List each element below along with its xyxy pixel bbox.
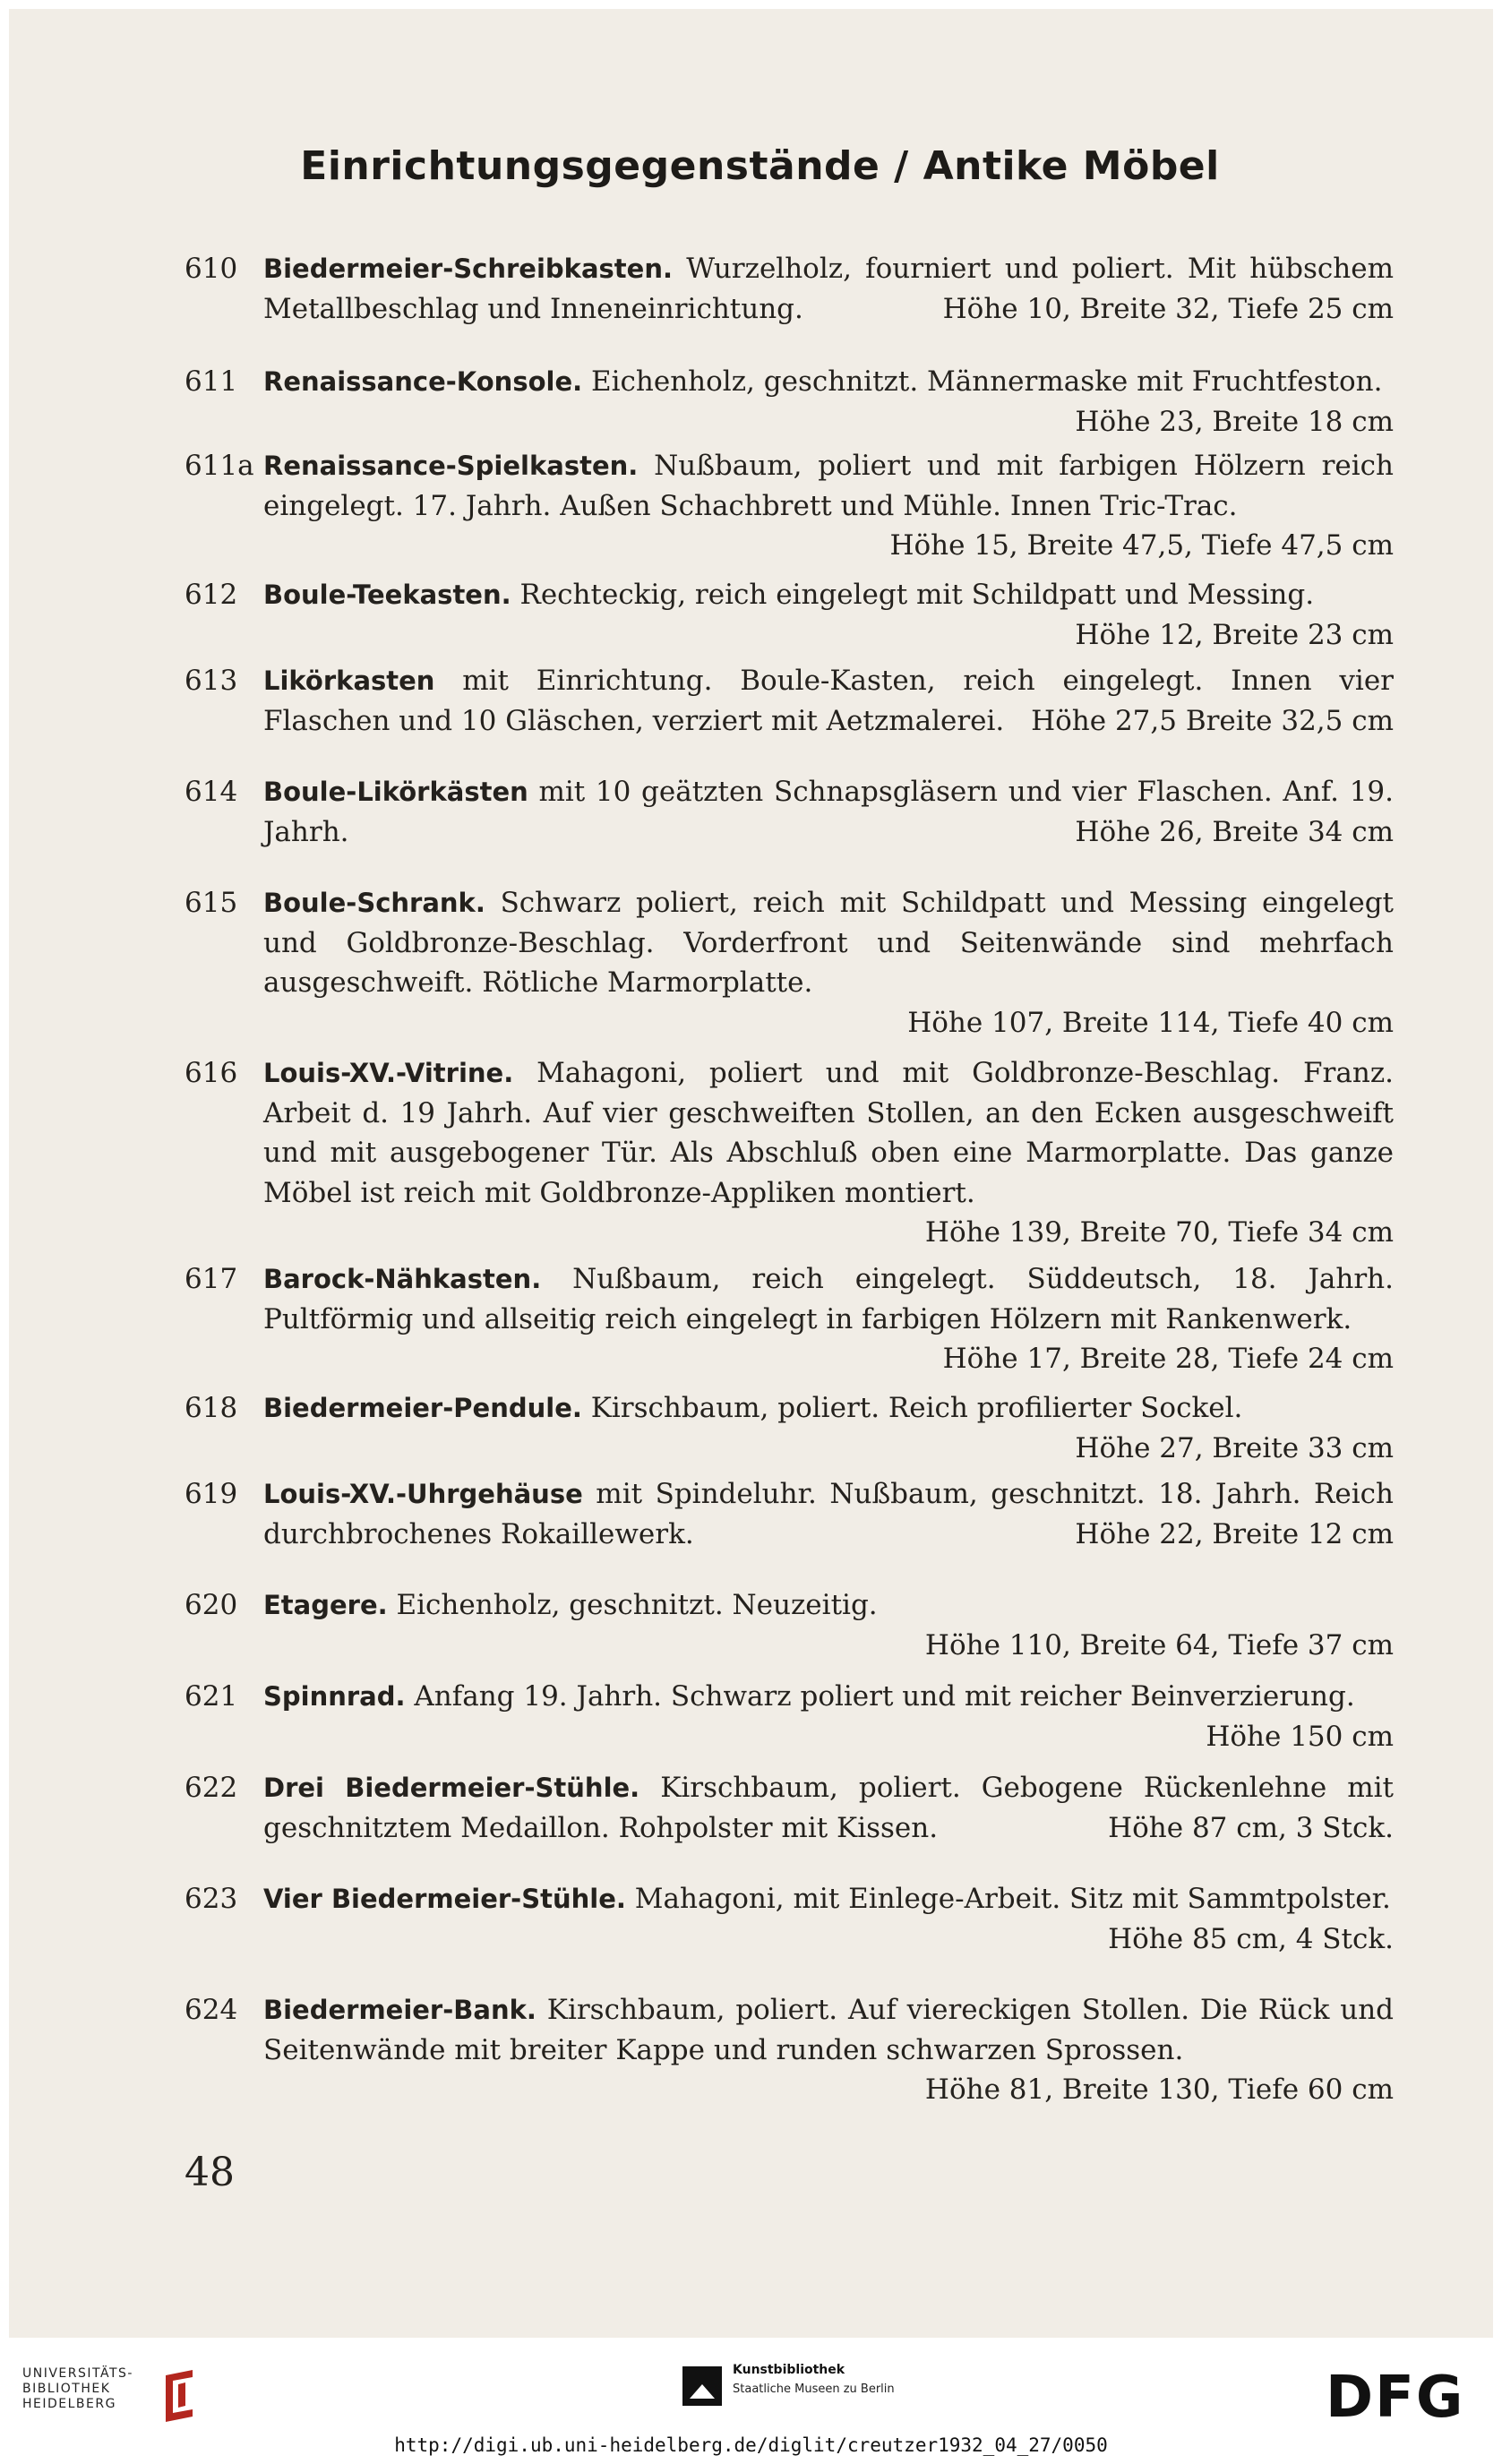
university-library-logo[interactable] (22, 2366, 193, 2412)
entry-text (263, 446, 1394, 566)
entry-description: Nußbaum, reich eingelegt. Süddeutsch, 18. Jahrh. Pultförmig und allseitig reich eingelegt in farbigen Hölzern mit Rankenwerk. (263, 1263, 1394, 1335)
entry-text (263, 362, 1394, 442)
entry-text (263, 1768, 1394, 1848)
catalog-entry (185, 249, 1394, 329)
kunstbibliothek-subtitle: Staatliche Museen zu Berlin (733, 2382, 895, 2396)
entry-dimensions: Höhe 139, Breite 70, Tiefe 34 cm (924, 1216, 1394, 1249)
entry-description: Kirschbaum, poliert. Reich profilierter Sockel. (590, 1392, 1243, 1424)
entry-description: Anfang 19. Jahrh. Schwarz poliert und mit reicher Beinverzierung. (414, 1680, 1355, 1713)
entry-dimensions: Höhe 10, Breite 32, Tiefe 25 cm (942, 292, 1394, 325)
kunstbibliothek-mark-icon (682, 2366, 722, 2406)
entry-title: Biedermeier-Bank. (263, 1995, 536, 2025)
entry-number: 622 (185, 1772, 238, 1804)
entry-description: Eichenholz, geschnitzt. Männermaske mit Fruchtfeston. (591, 365, 1383, 398)
entry-dimensions: Höhe 26, Breite 34 cm (1075, 815, 1394, 848)
entry-title: Boule-Schrank. (263, 888, 485, 918)
catalog-entry (185, 772, 1394, 852)
entry-title: Barock-Nähkasten. (263, 1264, 542, 1294)
catalog-entry (185, 1053, 1394, 1253)
entry-number: 611a (185, 450, 254, 482)
entry-dimensions: Höhe 12, Breite 23 cm (1075, 618, 1394, 651)
permalink-url[interactable]: http://digi.ub.uni-heidelberg.de/diglit/creutzer1932_04_27/0050 (394, 2434, 1108, 2456)
entry-description: Wurzelholz, fourniert und poliert. Mit hübschem Metallbeschlag und Inneneinrichtung. (263, 253, 1394, 325)
entry-text (263, 1990, 1394, 2110)
entry-title: Vier Biedermeier-Stühle. (263, 1884, 626, 1914)
kunstbibliothek-name: Kunstbibliothek (733, 2363, 845, 2377)
entry-title: Renaissance-Konsole. (263, 366, 583, 397)
entry-title: Louis-XV.-Uhrgehäuse (263, 1479, 583, 1509)
entry-text (263, 1259, 1394, 1379)
page-number: 48 (185, 2150, 235, 2195)
catalog-entry (185, 1879, 1394, 1959)
catalog-entry (185, 1388, 1394, 1468)
entry-text (263, 1585, 1394, 1665)
entry-text (263, 661, 1394, 741)
entry-number: 613 (185, 665, 238, 697)
entry-text (263, 1677, 1394, 1756)
entry-text (263, 249, 1394, 329)
entry-title: Drei Biedermeier-Stühle. (263, 1773, 640, 1803)
entry-number: 618 (185, 1392, 238, 1424)
entry-number: 624 (185, 1994, 238, 2026)
entry-dimensions: Höhe 85 cm, 4 Stck. (1108, 1922, 1394, 1955)
catalog-entry (185, 362, 1394, 442)
catalog-entry (185, 661, 1394, 741)
catalog-entry (185, 883, 1394, 1043)
catalog-entry (185, 1677, 1394, 1756)
scanned-page (9, 9, 1493, 2338)
entry-number: 620 (185, 1589, 238, 1621)
entry-number: 614 (185, 776, 238, 808)
entry-dimensions: Höhe 23, Breite 18 cm (1075, 405, 1394, 438)
entry-number: 612 (185, 579, 238, 611)
entry-description: mit 10 geätzten Schnapsgläsern und vier Flaschen. Anf. 19. Jahrh. (263, 776, 1394, 848)
entry-title: Renaissance-Spielkasten. (263, 451, 639, 481)
logo-text-line: UNIVERSITÄTS- (22, 2366, 133, 2381)
entry-description: Mahagoni, mit Einlege-Arbeit. Sitz mit Sammtpolster. (634, 1883, 1391, 1915)
entry-text (263, 883, 1394, 1043)
entry-number: 623 (185, 1883, 238, 1915)
entry-title: Louis-XV.-Vitrine. (263, 1058, 514, 1088)
catalog-entry (185, 1259, 1394, 1379)
logo-text-line: BIBLIOTHEK (22, 2382, 111, 2396)
entry-title: Boule-Teekasten. (263, 580, 511, 610)
entry-text (263, 1474, 1394, 1554)
entry-text (263, 575, 1394, 655)
catalog-entry (185, 1768, 1394, 1848)
entry-title: Biedermeier-Schreibkasten. (263, 253, 673, 284)
catalog-entry (185, 446, 1394, 566)
entry-title: Likörkasten (263, 665, 435, 696)
entry-dimensions: Höhe 17, Breite 28, Tiefe 24 cm (942, 1343, 1394, 1375)
entry-dimensions: Höhe 110, Breite 64, Tiefe 37 cm (924, 1628, 1394, 1661)
library-mark-icon (159, 2368, 200, 2424)
dfg-logo[interactable]: DFG (1326, 2365, 1465, 2431)
entry-description: Nußbaum, poliert und mit farbigen Hölzern reich eingelegt. 17. Jahrh. Außen Schachbrett und Mühle. Innen Tric-Trac. (263, 450, 1394, 522)
catalog-entry (185, 575, 1394, 655)
entry-description: Schwarz poliert, reich mit Schildpatt und Messing eingelegt und Goldbronze-Beschlag. Vorderfront und Seitenwände sind mehrfach ausgeschweift. Rötliche Marmorplatte. (263, 887, 1394, 999)
entry-title: Spinnrad. (263, 1681, 406, 1712)
catalog-entry (185, 1990, 1394, 2110)
page-title: Einrichtungsgegenstände / Antike Möbel (300, 143, 1220, 189)
entry-number: 619 (185, 1478, 238, 1510)
entry-number: 621 (185, 1680, 238, 1713)
entry-description: Kirschbaum, poliert. Gebogene Rückenlehne mit geschnitztem Medaillon. Rohpolster mit Kissen. (263, 1772, 1394, 1844)
entry-description: Eichenholz, geschnitzt. Neuzeitig. (396, 1589, 878, 1621)
entry-text (263, 1388, 1394, 1468)
entry-dimensions: Höhe 87 cm, 3 Stck. (1108, 1811, 1394, 1844)
entry-text (263, 1053, 1394, 1253)
entry-description: mit Einrichtung. Boule-Kasten, reich eingelegt. Innen vier Flaschen und 10 Gläschen, verziert mit Aetzmalerei. (263, 665, 1395, 737)
entry-title: Biedermeier-Pendule. (263, 1393, 582, 1423)
entry-dimensions: Höhe 107, Breite 114, Tiefe 40 cm (907, 1006, 1394, 1039)
logo-text-line: HEIDELBERG (22, 2397, 116, 2411)
entry-number: 615 (185, 887, 238, 919)
entry-description: Kirschbaum, poliert. Auf viereckigen Stollen. Die Rück und Seitenwände mit breiter Kappe und runden schwarzen Sprossen. (263, 1994, 1394, 2066)
entry-description: mit Spindeluhr. Nußbaum, geschnitzt. 18. Jahrh. Reich durchbrochenes Rokaillewerk. (263, 1478, 1394, 1550)
catalog-entry (185, 1474, 1394, 1554)
entry-description: Rechteckig, reich eingelegt mit Schildpatt und Messing. (519, 579, 1315, 611)
entry-number: 610 (185, 253, 238, 285)
entry-dimensions: Höhe 81, Breite 130, Tiefe 60 cm (924, 2073, 1394, 2106)
entry-dimensions: Höhe 150 cm (1206, 1720, 1394, 1753)
catalog-entry (185, 1585, 1394, 1665)
entry-dimensions: Höhe 15, Breite 47,5, Tiefe 47,5 cm (889, 529, 1394, 562)
entry-title: Boule-Likörkästen (263, 777, 528, 807)
entry-dimensions: Höhe 27,5 Breite 32,5 cm (1031, 704, 1394, 737)
entry-number: 611 (185, 365, 238, 398)
entry-dimensions: Höhe 27, Breite 33 cm (1075, 1431, 1394, 1464)
entry-number: 616 (185, 1057, 238, 1089)
entry-description: Mahagoni, poliert und mit Goldbronze-Beschlag. Franz. Arbeit d. 19 Jahrh. Auf vier geschweiften Stollen, an den Ecken ausgeschweift und mit ausgebogener Tür. Als Abschluß oben eine Marmorplatte. Das ganze Möbel ist reich mit Goldbronze-Appliken montiert. (263, 1057, 1395, 1209)
entry-text (263, 772, 1394, 852)
entry-number: 617 (185, 1263, 238, 1295)
entry-text (263, 1879, 1394, 1955)
entry-title: Etagere. (263, 1590, 388, 1620)
footer-bar (0, 2347, 1502, 2464)
entry-dimensions: Höhe 22, Breite 12 cm (1075, 1517, 1394, 1550)
